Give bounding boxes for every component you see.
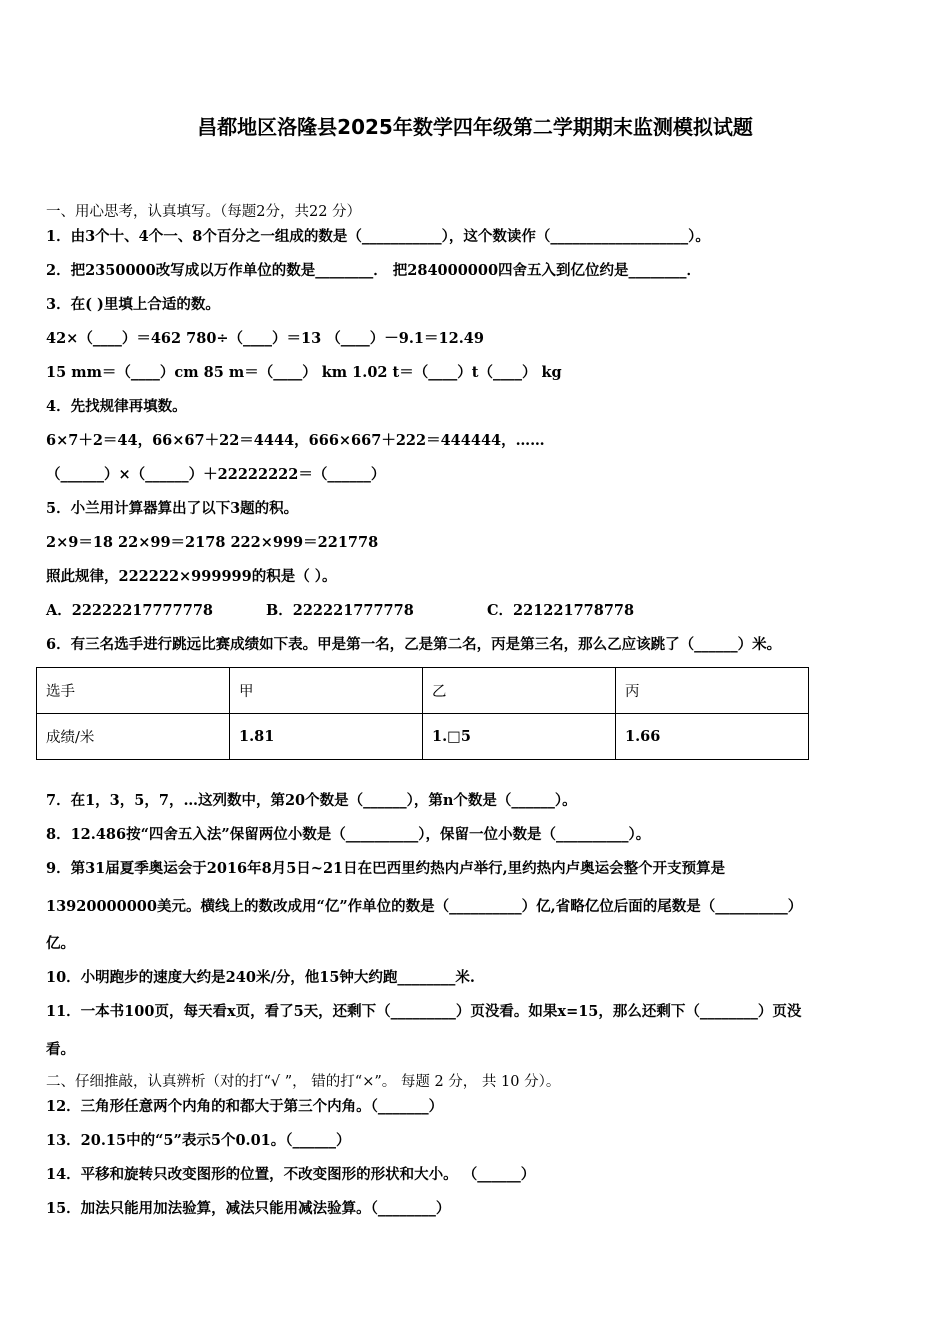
- table-cell: 甲: [230, 668, 423, 714]
- question-5-option-c: C．221221778778: [487, 602, 635, 619]
- question-15: 15．加法只能用加法验算，减法只能用减法验算。（________）: [46, 1200, 451, 1217]
- table-cell: 乙: [423, 668, 616, 714]
- question-9-line-3: 亿。: [46, 935, 75, 952]
- table-header-row: [37, 668, 809, 714]
- table-cell: 成绩/米: [37, 714, 230, 760]
- question-3-row-2: 15 mm＝（____）cm 85 m＝（____） km 1.02 t＝（____）t（____） kg: [46, 364, 562, 381]
- table-cell: 选手: [37, 668, 230, 714]
- section2-heading: 二、仔细推敲，认真辨析（对的打“√ ”， 错的打“×”。 每题 2 分， 共 10 分）。: [46, 1074, 561, 1090]
- question-6: 6．有三名选手进行跳远比赛成绩如下表。甲是第一名，乙是第二名，丙是第三名，那么乙应该跳了（______）米。: [46, 636, 782, 653]
- question-13: 13．20.15中的“5”表示5个0.01。（______）: [46, 1132, 351, 1149]
- section1-heading: 一、用心思考，认真填写。（每题2分，共22 分）: [46, 204, 362, 220]
- question-9-line-1: 9．第31届夏季奥运会于2016年8月5日~21日在巴西里约热内卢举行,里约热内卢奥运会整个开支预算是: [46, 860, 726, 877]
- table-cell: 丙: [616, 668, 809, 714]
- question-1: 1．由3个十、4个一、8个百分之一组成的数是（___________），这个数读作（___________________）。: [46, 228, 710, 245]
- question-5-option-b: B．222221777778: [266, 602, 414, 619]
- question-9-line-2: 13920000000美元。横线上的数改成用“亿”作单位的数是（__________）亿,省略亿位后面的尾数是（__________）: [46, 898, 803, 915]
- table-cell: 1.81: [230, 714, 423, 760]
- question-2: 2．把2350000改写成以万作单位的数是________． 把284000000四舍五入到亿位约是________．: [46, 262, 702, 279]
- question-14: 14．平移和旋转只改变图形的位置，不改变图形的形状和大小。 （______）: [46, 1166, 536, 1183]
- question-7: 7．在1，3，5，7，…这列数中，第20个数是（______），第n个数是（______）。: [46, 792, 577, 809]
- table-cell: 1.66: [616, 714, 809, 760]
- question-4: 4．先找规律再填数。: [46, 398, 187, 415]
- table-row: [37, 714, 809, 760]
- question-4-row-2: （______）×（______）＋22222222＝（______）: [46, 466, 386, 483]
- question-8: 8．12.486按“四舍五入法”保留两位小数是（__________），保留一位小数是（__________）。: [46, 826, 651, 843]
- question-10: 10．小明跑步的速度大约是240米/分，他15钟大约跑________米.: [46, 969, 475, 986]
- page-title: 昌都地区洛隆县2025年数学四年级第二学期期末监测模拟试题: [197, 115, 753, 139]
- question-3: 3．在( )里填上合适的数。: [46, 296, 220, 313]
- question-11-line-2: 看。: [46, 1041, 75, 1058]
- table-cell: 1.□5: [423, 714, 616, 760]
- question-5: 5．小兰用计算器算出了以下3题的积。: [46, 500, 299, 517]
- question-5-row-2: 照此规律，222222×999999的积是（ ）。: [46, 568, 337, 585]
- question-5-option-a: A．22222217777778: [46, 602, 213, 619]
- question-5-row-1: 2×9＝18 22×99＝2178 222×999＝221778: [46, 534, 379, 551]
- long-jump-table: [36, 667, 809, 760]
- question-11-line-1: 11．一本书100页，每天看x页，看了5天，还剩下（_________）页没看。如果x=15，那么还剩下（________）页没: [46, 1003, 802, 1020]
- question-3-row-1: 42×（____）＝462 780÷（____）＝13 （____）－9.1＝12.49: [46, 330, 484, 347]
- question-12: 12．三角形任意两个内角的和都大于第三个内角。（_______）: [46, 1098, 444, 1115]
- question-4-row-1: 6×7＋2＝44，66×67＋22＝4444，666×667＋222＝444444，……: [46, 432, 545, 449]
